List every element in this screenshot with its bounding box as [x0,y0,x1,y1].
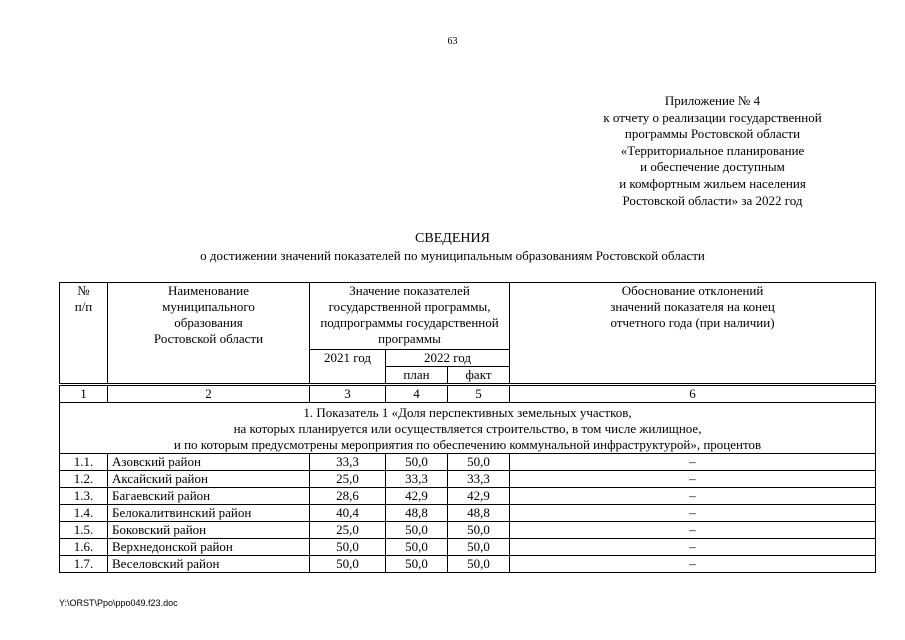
row-municipality: Багаевский район [108,488,310,505]
row-number: 1.4. [60,505,108,522]
document-subtitle: о достижении значений показателей по муниципальным образованиям Ростовской области [200,248,705,263]
column-number: 4 [386,385,448,403]
row-value-fact: 48,8 [448,505,510,522]
header-name-line: образования [174,315,243,330]
row-value-2021: 40,4 [310,505,386,522]
header-value-cell [310,283,510,350]
header-value-line: подпрограммы государственной [320,315,499,330]
row-municipality: Белокалитвинский район [108,505,310,522]
row-municipality: Веселовский район [108,556,310,573]
header-name-cell [108,283,310,385]
section-title-line: 1. Показатель 1 «Доля перспективных земельных участков, [303,405,632,420]
row-municipality: Азовский район [108,454,310,471]
section-row [60,403,876,454]
header-number-cell [60,283,108,385]
appendix-line: к отчету о реализации государственной [603,109,822,125]
row-municipality: Верхнедонской район [108,539,310,556]
section-title-cell [60,403,876,454]
row-value-plan: 50,0 [386,539,448,556]
row-value-plan: 50,0 [386,556,448,573]
row-number: 1.1. [60,454,108,471]
header-name-line: Наименование [168,283,249,298]
column-number: 1 [60,385,108,403]
column-number: 2 [108,385,310,403]
row-municipality: Боковский район [108,522,310,539]
row-municipality: Аксайский район [108,471,310,488]
row-reason: – [510,454,876,471]
column-number: 3 [310,385,386,403]
section-title-line: на которых планируется или осуществляется строительство, в том числе жилищное, [233,421,702,436]
section-title-line: и по которым предусмотрены мероприятия по обеспечению коммунальной инфраструктурой», процентов [173,437,762,452]
header-reason-line: отчетного года (при наличии) [610,315,775,330]
column-numbers-row [60,385,876,403]
row-value-fact: 42,9 [448,488,510,505]
row-value-plan: 50,0 [386,522,448,539]
row-reason: – [510,488,876,505]
header-reason-line: Обоснование отклонений [621,283,764,298]
row-number: 1.5. [60,522,108,539]
row-value-fact: 50,0 [448,539,510,556]
header-number-line: п/п [74,299,93,314]
row-reason: – [510,505,876,522]
table-row [60,454,876,471]
row-value-plan: 42,9 [386,488,448,505]
row-number: 1.7. [60,556,108,573]
appendix-line: программы Ростовской области [624,126,801,142]
header-name-line: муниципального [162,299,255,314]
column-number: 5 [448,385,510,403]
row-number: 1.3. [60,488,108,505]
appendix-line: Ростовской области» за 2022 год [622,192,803,208]
header-value-line: государственной программы, [328,299,491,314]
row-number: 1.6. [60,539,108,556]
row-reason: – [510,556,876,573]
row-value-fact: 50,0 [448,522,510,539]
appendix-line: Приложение № 4 [664,93,761,108]
document-title: СВЕДЕНИЯ [415,231,490,246]
header-value-line: программы [378,331,441,346]
header-reason-line: значений показателя на конец [610,299,775,314]
header-number-line: № [77,283,90,298]
row-value-fact: 50,0 [448,454,510,471]
header-fact: факт [448,367,510,385]
header-year-2022: 2022 год [386,350,510,367]
row-reason: – [510,471,876,488]
row-value-2021: 50,0 [310,539,386,556]
row-number: 1.2. [60,471,108,488]
row-value-2021: 50,0 [310,556,386,573]
table-row [60,539,876,556]
row-value-fact: 50,0 [448,556,510,573]
indicators-table [59,282,876,573]
header-year-2021: 2021 год [310,350,386,385]
row-reason: – [510,522,876,539]
header-name-line: Ростовской области [153,331,264,346]
table-row [60,556,876,573]
row-value-2021: 25,0 [310,471,386,488]
row-value-2021: 28,6 [310,488,386,505]
row-value-2021: 33,3 [310,454,386,471]
row-value-plan: 50,0 [386,454,448,471]
page-number: 63 [447,36,458,47]
column-number: 6 [510,385,876,403]
table-row [60,488,876,505]
header-plan: план [386,367,448,385]
row-value-2021: 25,0 [310,522,386,539]
footer-file-path: Y:\ORST\Ppo\ppo049.f23.doc [59,598,178,608]
header-value-line: Значение показателей [349,283,470,298]
row-reason: – [510,539,876,556]
row-value-plan: 33,3 [386,471,448,488]
table-row [60,505,876,522]
row-value-fact: 33,3 [448,471,510,488]
row-value-plan: 48,8 [386,505,448,522]
appendix-block [560,93,865,209]
appendix-line: и обеспечение доступным [640,159,785,175]
appendix-line: «Территориальное планирование [620,142,805,158]
table-row [60,471,876,488]
appendix-line: и комфортным жильем населения [619,175,806,191]
table-row [60,522,876,539]
header-reason-cell [510,283,876,385]
table-header-row [60,283,876,350]
